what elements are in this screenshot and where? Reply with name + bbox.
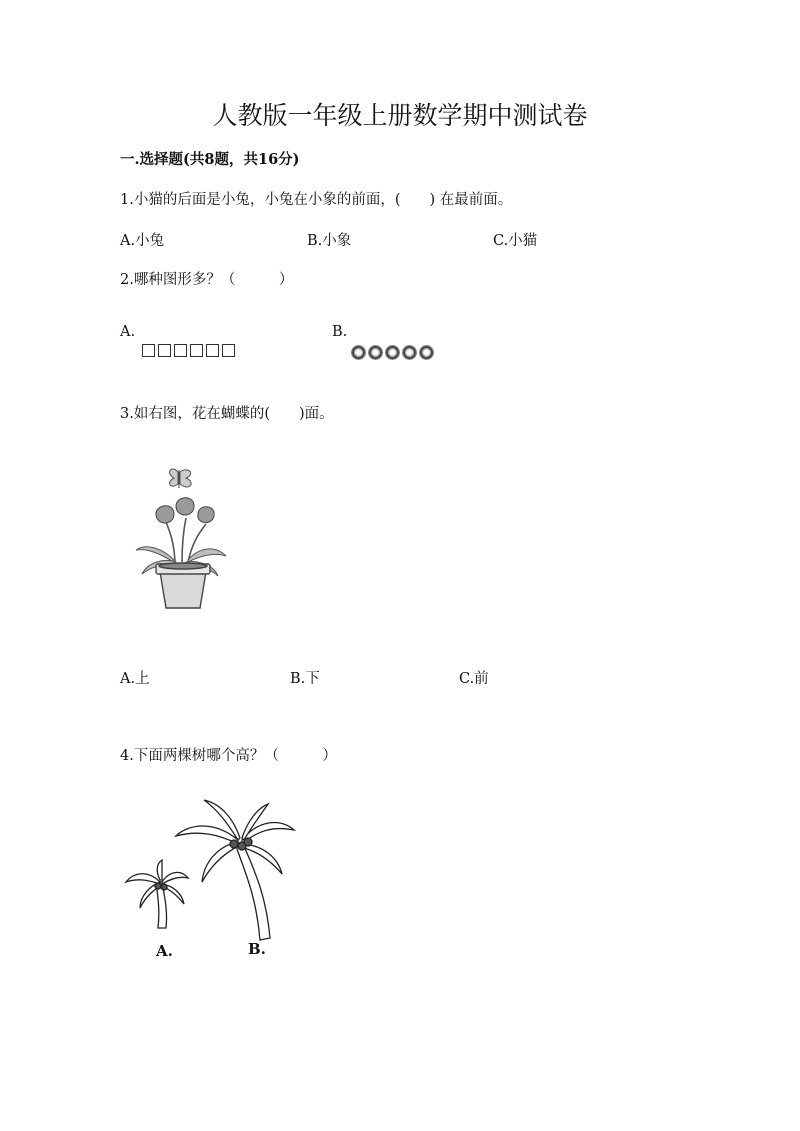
ring-icon [369, 346, 382, 359]
question-2-option-b[interactable]: B. [332, 324, 348, 340]
butterfly-icon [170, 469, 191, 488]
question-3-option-a[interactable]: A.上 [120, 671, 150, 687]
squares-group [142, 340, 238, 359]
square-icon [222, 344, 235, 357]
square-icon [142, 344, 155, 357]
question-2-text: 2.哪种图形多？（ ） [120, 272, 294, 288]
section-heading: 一.选择题(共8题，共16分) [120, 151, 300, 168]
ring-icon [386, 346, 399, 359]
ring-icon [403, 346, 416, 359]
ring-icon [420, 346, 433, 359]
tree-label-a: A. [156, 942, 173, 960]
question-3-text: 3.如右图，花在蝴蝶的( )面。 [120, 406, 334, 422]
tree-label-b: B. [248, 940, 266, 958]
square-icon [174, 344, 187, 357]
small-palm-tree-icon [126, 860, 188, 928]
question-3-option-c[interactable]: C.前 [459, 671, 489, 687]
page-title: 人教版一年级上册数学期中测试卷 [212, 101, 588, 130]
question-1-option-b[interactable]: B.小象 [307, 233, 352, 249]
tall-palm-tree-icon [176, 800, 294, 940]
square-icon [206, 344, 219, 357]
ring-icon [352, 346, 365, 359]
question-3-option-b[interactable]: B.下 [290, 671, 320, 687]
rings-group [352, 342, 437, 361]
question-2-option-a[interactable]: A. [120, 324, 136, 340]
palm-trees-illustration [118, 790, 308, 968]
flower-pot-illustration [130, 462, 230, 614]
question-1-option-a[interactable]: A.小兔 [120, 233, 165, 249]
question-1-option-c[interactable]: C.小猫 [493, 233, 538, 249]
square-icon [190, 344, 203, 357]
square-icon [158, 344, 171, 357]
question-1-text: 1.小猫的后面是小兔，小兔在小象的前面，( ) 在最前面。 [120, 192, 513, 208]
question-4-text: 4.下面两棵树哪个高？（ ） [120, 748, 337, 764]
